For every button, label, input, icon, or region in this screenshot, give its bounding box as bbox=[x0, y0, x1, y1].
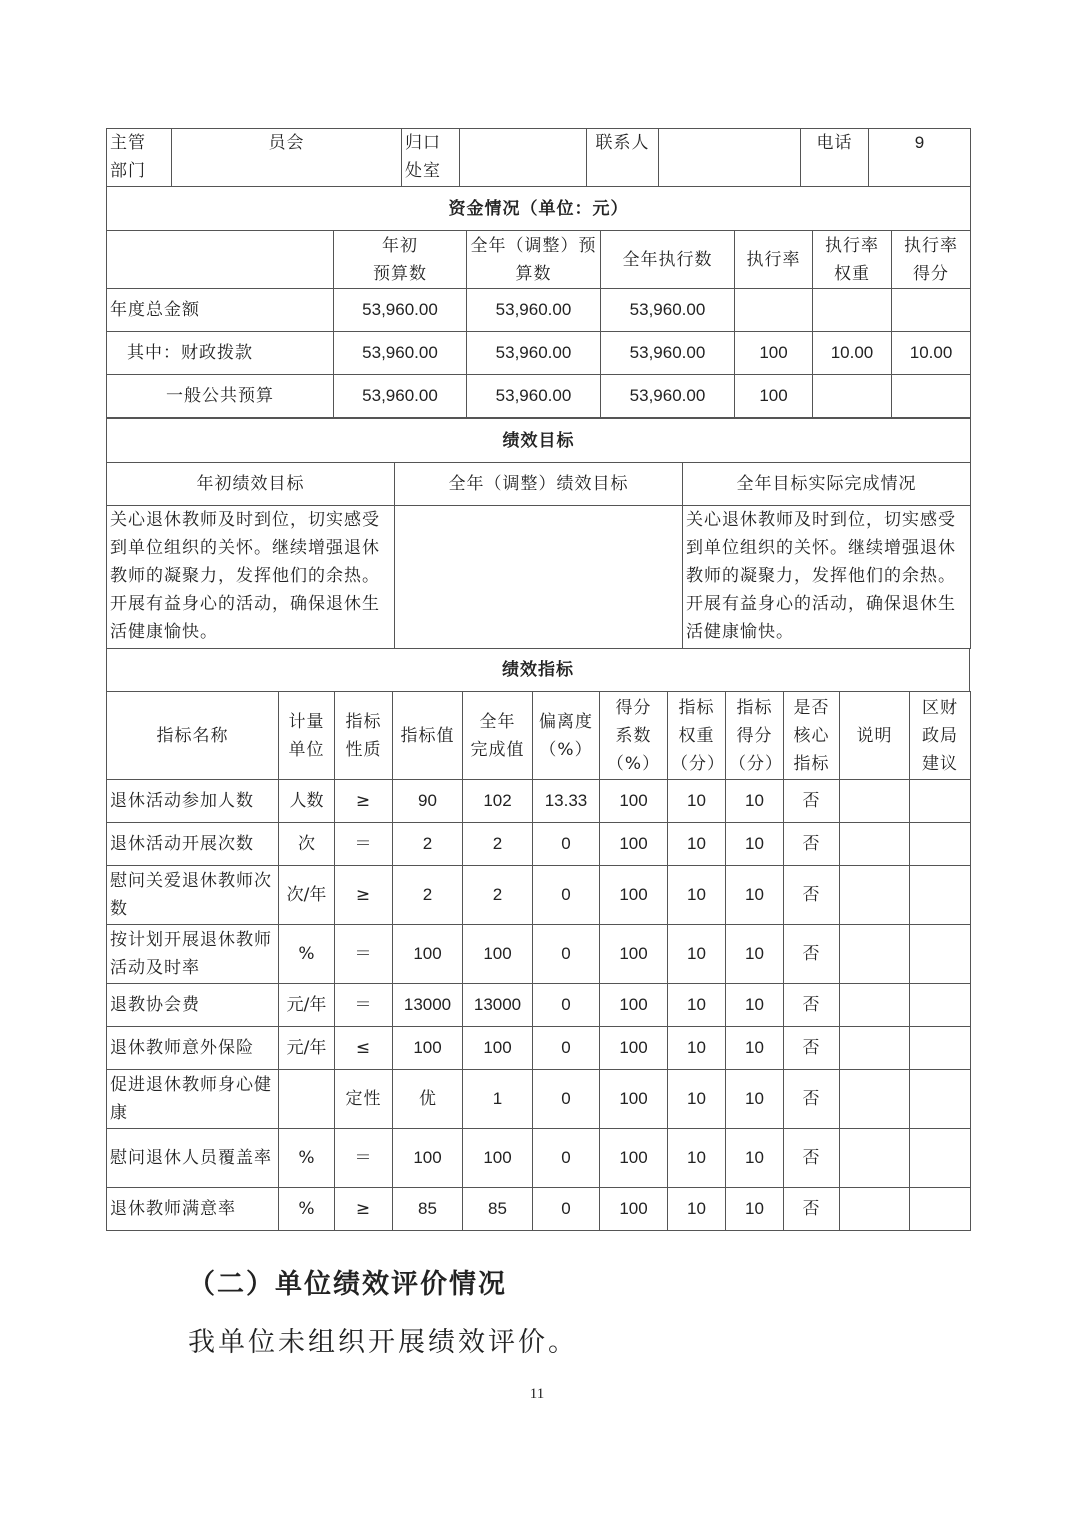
dept-value: 员会 bbox=[172, 129, 402, 187]
indicator-cell: 100 bbox=[600, 1188, 668, 1231]
adjusted-goal-text bbox=[395, 506, 683, 649]
funds-cell: 100 bbox=[735, 332, 813, 375]
indicator-cell bbox=[840, 1129, 910, 1188]
indicator-cell: 13.33 bbox=[533, 780, 600, 823]
indicator-cell: 定性 bbox=[335, 1070, 393, 1129]
indicator-name-cell: 按计划开展退休教师活动及时率 bbox=[107, 925, 279, 984]
indicator-cell: 10 bbox=[668, 1027, 726, 1070]
funds-cell: 53,960.00 bbox=[334, 332, 467, 375]
indicator-cell: 10 bbox=[726, 1070, 784, 1129]
initial-goal-text: 关心退休教师及时到位，切实感受到单位组织的关怀。继续增强退休教师的凝聚力，发挥他们的余热。开展有益身心的活动，确保退休生活健康愉快。 bbox=[107, 506, 395, 649]
funds-cell: 53,960.00 bbox=[601, 289, 735, 332]
funds-cell: 53,960.00 bbox=[601, 375, 735, 418]
indicator-cell: 0 bbox=[533, 1188, 600, 1231]
funds-cell: 53,960.00 bbox=[467, 332, 601, 375]
indicator-cell: 100 bbox=[600, 866, 668, 925]
indicator-cell: 次 bbox=[279, 823, 335, 866]
funds-col-header: 全年（调整）预算数 bbox=[467, 231, 601, 289]
indicator-col-header: 偏离度 （%） bbox=[533, 692, 600, 780]
funds-cell bbox=[813, 289, 892, 332]
funds-col-header: 执行率 bbox=[735, 231, 813, 289]
indicator-cell: 85 bbox=[463, 1188, 533, 1231]
goals-col-header: 全年目标实际完成情况 bbox=[683, 463, 971, 506]
indicator-cell bbox=[910, 1188, 971, 1231]
indicator-cell: 次/年 bbox=[279, 866, 335, 925]
indicator-cell bbox=[840, 1070, 910, 1129]
contact-value bbox=[659, 129, 801, 187]
indicator-cell: 102 bbox=[463, 780, 533, 823]
indicator-name-cell: 促进退休教师身心健康 bbox=[107, 1070, 279, 1129]
indicator-cell: 10 bbox=[726, 780, 784, 823]
indicator-cell: ≤ bbox=[335, 1027, 393, 1070]
indicator-cell: 10 bbox=[726, 984, 784, 1027]
indicator-col-header: 指标 权重 （分） bbox=[668, 692, 726, 780]
goals-col-header: 全年（调整）绩效目标 bbox=[395, 463, 683, 506]
indicator-cell: % bbox=[279, 925, 335, 984]
indicator-name-cell: 退休活动开展次数 bbox=[107, 823, 279, 866]
header-info-table bbox=[106, 128, 971, 187]
indicator-cell: 100 bbox=[463, 1129, 533, 1188]
indicator-col-header: 区财 政局 建议 bbox=[910, 692, 971, 780]
indicator-cell: 0 bbox=[533, 1129, 600, 1188]
indicator-name-cell: 慰问退休人员覆盖率 bbox=[107, 1129, 279, 1188]
funds-row-label: 一般公共预算 bbox=[107, 375, 334, 418]
funds-col-header: 执行率 得分 bbox=[892, 231, 971, 289]
phone-value: 9 bbox=[869, 129, 971, 187]
indicator-cell: ≥ bbox=[335, 1188, 393, 1231]
indicator-cell: % bbox=[279, 1129, 335, 1188]
funds-cell bbox=[735, 289, 813, 332]
indicator-cell: 0 bbox=[533, 823, 600, 866]
indicator-cell: 0 bbox=[533, 866, 600, 925]
indicator-cell bbox=[910, 1070, 971, 1129]
funds-cell: 53,960.00 bbox=[334, 289, 467, 332]
table-row bbox=[107, 375, 971, 418]
funds-cell: 10.00 bbox=[892, 332, 971, 375]
indicator-cell: 优 bbox=[393, 1070, 463, 1129]
indicator-cell: 2 bbox=[393, 823, 463, 866]
table-row bbox=[107, 1129, 971, 1188]
phone-label: 电话 bbox=[801, 129, 869, 187]
table-row bbox=[107, 289, 971, 332]
funds-title: 资金情况（单位：元） bbox=[107, 187, 971, 231]
funds-col-header: 执行率 权重 bbox=[813, 231, 892, 289]
indicator-cell: 13000 bbox=[463, 984, 533, 1027]
indicator-cell: 10 bbox=[668, 984, 726, 1027]
indicator-cell: 100 bbox=[600, 780, 668, 823]
indicator-cell bbox=[840, 984, 910, 1027]
indicator-cell bbox=[910, 984, 971, 1027]
indicator-cell: 元/年 bbox=[279, 1027, 335, 1070]
indicator-cell: 否 bbox=[784, 1129, 840, 1188]
indicator-cell: 0 bbox=[533, 1027, 600, 1070]
indicator-cell bbox=[910, 823, 971, 866]
indicator-cell: 0 bbox=[533, 925, 600, 984]
table-row bbox=[107, 866, 971, 925]
table-row bbox=[107, 823, 971, 866]
page-number: 11 bbox=[529, 1386, 545, 1402]
indicator-cell: 否 bbox=[784, 866, 840, 925]
indicator-cell: 否 bbox=[784, 925, 840, 984]
indicator-cell: 100 bbox=[600, 1027, 668, 1070]
indicator-cell: 10 bbox=[668, 1129, 726, 1188]
indicator-cell: 2 bbox=[463, 866, 533, 925]
indicator-cell bbox=[840, 1188, 910, 1231]
funds-cell: 53,960.00 bbox=[334, 375, 467, 418]
table-row bbox=[107, 1027, 971, 1070]
indicator-cell: 2 bbox=[393, 866, 463, 925]
indicator-name-cell: 退教协会费 bbox=[107, 984, 279, 1027]
table-row bbox=[107, 332, 971, 375]
contact-label: 联系人 bbox=[587, 129, 659, 187]
funds-col-header bbox=[107, 231, 334, 289]
indicator-cell: 0 bbox=[533, 984, 600, 1027]
indicator-col-header: 说明 bbox=[840, 692, 910, 780]
indicator-cell: 10 bbox=[726, 866, 784, 925]
indicator-col-header: 得分 系数 （%） bbox=[600, 692, 668, 780]
office-value bbox=[460, 129, 587, 187]
funds-cell: 53,960.00 bbox=[467, 375, 601, 418]
funds-cell bbox=[892, 375, 971, 418]
indicator-col-header: 指标 性质 bbox=[335, 692, 393, 780]
indicator-col-header: 是否 核心 指标 bbox=[784, 692, 840, 780]
indicator-rows bbox=[107, 780, 971, 1231]
indicator-cell bbox=[910, 925, 971, 984]
indicator-col-header: 指标值 bbox=[393, 692, 463, 780]
indicator-col-header: 指标名称 bbox=[107, 692, 279, 780]
goals-col-header: 年初绩效目标 bbox=[107, 463, 395, 506]
indicator-cell: 否 bbox=[784, 1070, 840, 1129]
indicator-cell: ＝ bbox=[335, 1129, 393, 1188]
indicator-cell: 10 bbox=[668, 780, 726, 823]
indicators-header-row bbox=[107, 692, 971, 780]
indicator-cell bbox=[910, 866, 971, 925]
indicator-cell: ≥ bbox=[335, 780, 393, 823]
indicator-col-header: 计量 单位 bbox=[279, 692, 335, 780]
indicator-cell: 否 bbox=[784, 780, 840, 823]
indicator-cell: 10 bbox=[726, 823, 784, 866]
indicator-col-header: 全年 完成值 bbox=[463, 692, 533, 780]
indicator-cell: 10 bbox=[668, 823, 726, 866]
indicator-cell: ＝ bbox=[335, 984, 393, 1027]
indicator-cell: 否 bbox=[784, 984, 840, 1027]
goals-table bbox=[106, 418, 971, 649]
indicator-cell: 否 bbox=[784, 823, 840, 866]
funds-cell bbox=[892, 289, 971, 332]
indicator-cell: 13000 bbox=[393, 984, 463, 1027]
indicator-cell: 10 bbox=[726, 1188, 784, 1231]
section-body: 我单位未组织开展绩效评价。 bbox=[188, 1327, 578, 1358]
indicator-cell: 10 bbox=[726, 1129, 784, 1188]
indicators-title: 绩效指标 bbox=[107, 649, 970, 692]
funds-table bbox=[106, 186, 971, 418]
indicator-cell: 否 bbox=[784, 1027, 840, 1070]
indicator-cell: 否 bbox=[784, 1188, 840, 1231]
indicator-cell bbox=[840, 780, 910, 823]
funds-cell: 100 bbox=[735, 375, 813, 418]
indicator-cell: 10 bbox=[668, 1070, 726, 1129]
funds-col-header: 年初 预算数 bbox=[334, 231, 467, 289]
indicator-cell bbox=[840, 925, 910, 984]
indicator-cell: 100 bbox=[600, 984, 668, 1027]
indicator-cell: ＝ bbox=[335, 823, 393, 866]
indicator-cell: 85 bbox=[393, 1188, 463, 1231]
indicator-cell: 100 bbox=[463, 1027, 533, 1070]
indicator-cell: 100 bbox=[463, 925, 533, 984]
indicators-title-table bbox=[106, 648, 970, 692]
indicator-cell: 0 bbox=[533, 1070, 600, 1129]
funds-cell: 53,960.00 bbox=[467, 289, 601, 332]
table-row bbox=[107, 1188, 971, 1231]
funds-cell: 10.00 bbox=[813, 332, 892, 375]
table-row bbox=[107, 780, 971, 823]
actual-goal-text: 关心退休教师及时到位，切实感受到单位组织的关怀。继续增强退休教师的凝聚力，发挥他们的余热。开展有益身心的活动，确保退休生活健康愉快。 bbox=[683, 506, 971, 649]
indicator-cell: 2 bbox=[463, 823, 533, 866]
indicator-cell: 10 bbox=[668, 925, 726, 984]
indicator-cell: 90 bbox=[393, 780, 463, 823]
indicator-cell bbox=[910, 1129, 971, 1188]
table-row bbox=[107, 925, 971, 984]
indicator-cell: 100 bbox=[393, 925, 463, 984]
office-label: 归口 处室 bbox=[402, 129, 460, 187]
indicator-cell bbox=[840, 1027, 910, 1070]
indicator-name-cell: 退休教师满意率 bbox=[107, 1188, 279, 1231]
indicator-name-cell: 退休活动参加人数 bbox=[107, 780, 279, 823]
funds-row-label: 其中：财政拨款 bbox=[107, 332, 334, 375]
indicator-cell: 100 bbox=[600, 1070, 668, 1129]
indicator-cell bbox=[840, 823, 910, 866]
indicator-cell bbox=[279, 1070, 335, 1129]
indicator-cell: 100 bbox=[600, 823, 668, 866]
indicator-cell: 10 bbox=[726, 1027, 784, 1070]
funds-col-header: 全年执行数 bbox=[601, 231, 735, 289]
indicator-cell: 100 bbox=[393, 1027, 463, 1070]
indicator-cell: ≥ bbox=[335, 866, 393, 925]
indicator-cell: 100 bbox=[600, 1129, 668, 1188]
indicator-cell: 10 bbox=[668, 866, 726, 925]
funds-row-label: 年度总金额 bbox=[107, 289, 334, 332]
indicator-cell: % bbox=[279, 1188, 335, 1231]
indicator-cell bbox=[910, 1027, 971, 1070]
table-row bbox=[107, 984, 971, 1027]
table-row bbox=[107, 1070, 971, 1129]
indicator-cell: 1 bbox=[463, 1070, 533, 1129]
indicators-table bbox=[106, 691, 971, 1231]
goals-title: 绩效目标 bbox=[107, 419, 971, 463]
funds-cell: 53,960.00 bbox=[601, 332, 735, 375]
indicator-cell bbox=[910, 780, 971, 823]
indicator-cell: 人数 bbox=[279, 780, 335, 823]
section-heading: （二）单位绩效评价情况 bbox=[188, 1269, 507, 1300]
indicator-cell: 10 bbox=[726, 925, 784, 984]
indicator-col-header: 指标 得分 （分） bbox=[726, 692, 784, 780]
funds-cell bbox=[813, 375, 892, 418]
indicator-cell: 10 bbox=[668, 1188, 726, 1231]
indicator-cell: ＝ bbox=[335, 925, 393, 984]
indicator-cell: 100 bbox=[600, 925, 668, 984]
indicator-cell: 元/年 bbox=[279, 984, 335, 1027]
indicator-name-cell: 慰问关爱退休教师次数 bbox=[107, 866, 279, 925]
indicator-cell: 100 bbox=[393, 1129, 463, 1188]
dept-label: 主管 部门 bbox=[107, 129, 172, 187]
indicator-cell bbox=[840, 866, 910, 925]
indicator-name-cell: 退休教师意外保险 bbox=[107, 1027, 279, 1070]
